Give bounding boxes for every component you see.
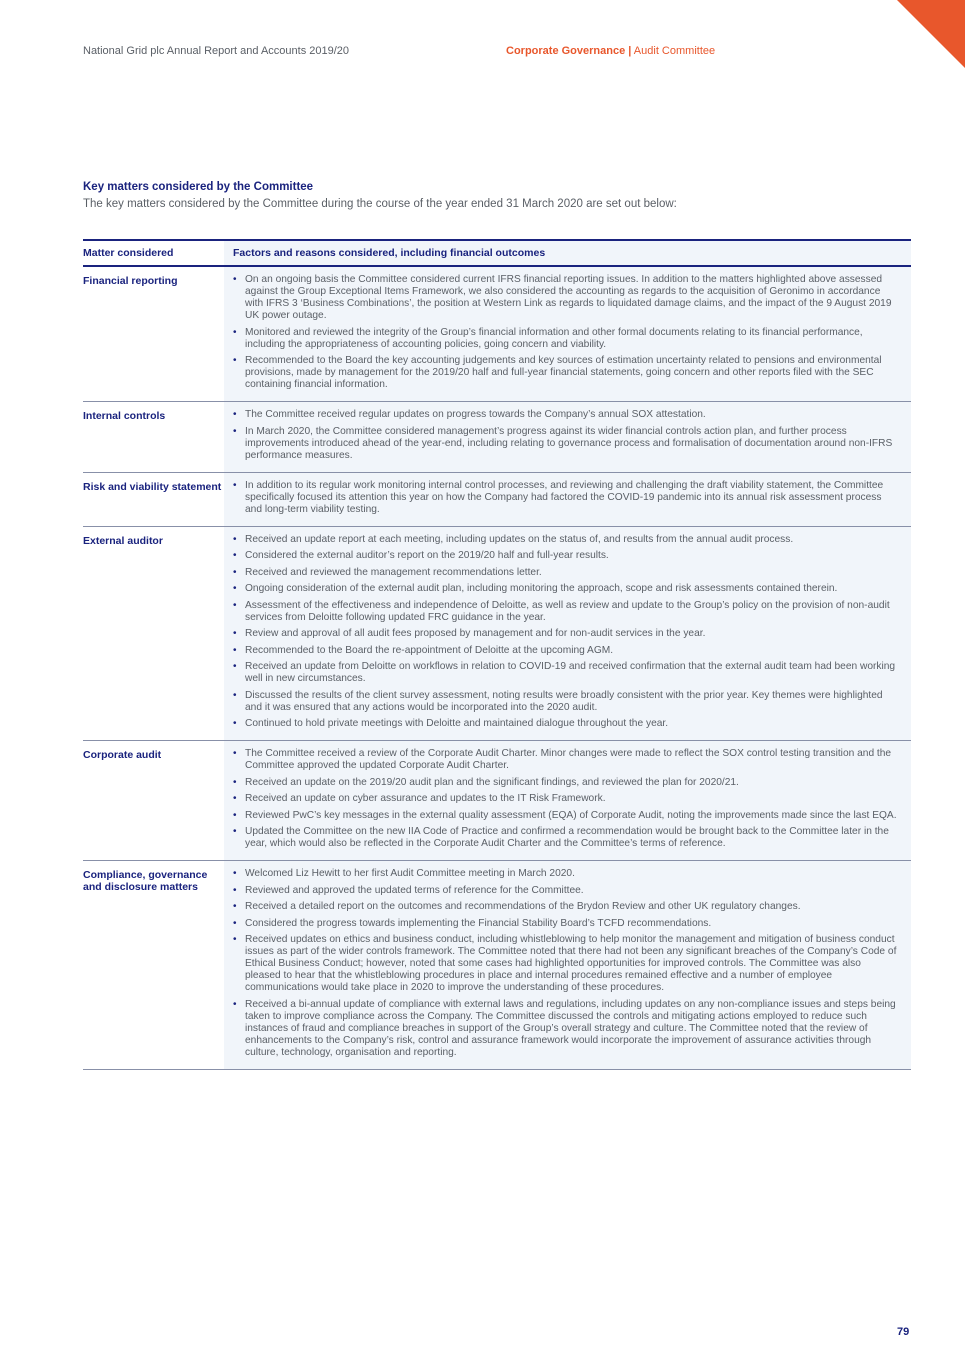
matter-label: Internal controls xyxy=(83,402,224,473)
list-item: • On an ongoing basis the Committee considered current IFRS financial reporting issues. In addition to the matters highlighted above assessed against the Group Exceptional Items Framework, we also considered the accounting as regards to the acquisition of Geronimo in accordance with IFRS 3 ‘Business Combinations’, the position at Western Link as regards to liquidated damage claims, and the impact of the 9 August 2019 UK power outage. xyxy=(233,274,897,322)
table-row xyxy=(83,266,911,402)
page-number: 79 xyxy=(897,1326,910,1338)
list-item: • In addition to its regular work monitoring internal control processes, and reviewing and challenging the draft viability statement, the Committee specifically focused its attention this year on how the Company had factored the COVID-19 pandemic into its annual risk assessment process and long-term viability testing. xyxy=(233,480,897,516)
list-item: • Considered the progress towards implementing the Financial Stability Board’s TCFD recommendations. xyxy=(233,918,897,930)
table-row xyxy=(83,472,911,526)
list-item: • Received an update report at each meeting, including updates on the status of, and results from the annual audit process. xyxy=(233,534,897,546)
list-item: • Continued to hold private meetings with Deloitte and maintained dialogue throughout the year. xyxy=(233,718,897,730)
list-item: • Reviewed and approved the updated terms of reference for the Committee. xyxy=(233,885,897,897)
column-header-matter: Matter considered xyxy=(83,240,224,266)
factors-cell xyxy=(224,266,911,402)
list-item: • Received a bi-annual update of compliance with external laws and regulations, including updates on any non-compliance issues and steps being taken to improve compliance across the Company. The Committee discussed the controls and mitigating actions employed to reduce such instances of fraud and compliance breaches in support of the Group’s overall strategy and culture. The Committee noted that the review of enhancements to the Company’s risk, control and assurance framework would incorporate the improvement of assurance activities through culture, technology, organisation and reporting. xyxy=(233,999,897,1059)
list-item: • Received an update from Deloitte on workflows in relation to COVID-19 and received confirmation that the external audit team had been working well in new circumstances. xyxy=(233,661,897,685)
matter-label: Compliance, governance and disclosure matters xyxy=(83,861,224,1070)
list-item: • Received an update on cyber assurance and updates to the IT Risk Framework. xyxy=(233,793,897,805)
table-row xyxy=(83,861,911,1070)
list-item: • In March 2020, the Committee considered management’s progress against its wider financial controls action plan, and further process improvements introduced ahead of the year-end, including relating to governance process and formalisation of documentation around non-IFRS performance measures. xyxy=(233,426,897,462)
bullet-list xyxy=(233,868,897,1059)
list-item: • Monitored and reviewed the integrity of the Group’s financial information and other formal documents relating to its financial performance, including the appropriateness of accounting policies, going concern and viability. xyxy=(233,327,897,351)
factors-cell xyxy=(224,741,911,861)
bullet-list xyxy=(233,534,897,731)
section-breadcrumb xyxy=(506,45,715,57)
bullet-list xyxy=(233,409,897,462)
table-header-row xyxy=(83,240,911,266)
section-title: Key matters considered by the Committee xyxy=(83,181,314,193)
list-item: • Received an update on the 2019/20 audit plan and the significant findings, and reviewed the plan for 2020/21. xyxy=(233,777,897,789)
list-item: • Ongoing consideration of the external audit plan, including monitoring the approach, scope and risk assessments contained therein. xyxy=(233,583,897,595)
matter-label: Risk and viability statement xyxy=(83,472,224,526)
list-item: • Received and reviewed the management recommendations letter. xyxy=(233,567,897,579)
bullet-list xyxy=(233,748,897,850)
list-item: • The Committee received regular updates on progress towards the Company’s annual SOX attestation. xyxy=(233,409,897,421)
bullet-list xyxy=(233,274,897,391)
key-matters-table xyxy=(83,239,911,1070)
breadcrumb-separator: | xyxy=(628,45,632,57)
report-title: National Grid plc Annual Report and Accounts 2019/20 xyxy=(83,45,350,57)
matter-label: External auditor xyxy=(83,526,224,741)
factors-cell xyxy=(224,472,911,526)
table-row xyxy=(83,741,911,861)
list-item: • Recommended to the Board the re-appointment of Deloitte at the upcoming AGM. xyxy=(233,645,897,657)
factors-cell xyxy=(224,526,911,741)
list-item: • Review and approval of all audit fees proposed by management and for non-audit services in the year. xyxy=(233,628,897,640)
list-item: • Received updates on ethics and business conduct, including whistleblowing to help monitor the management and mitigation of business conduct issues as part of the wider controls framework. The Committee noted that there had not been any significant breaches of the Company’s Code of Ethical Business Conduct; however, noted that some cases had highlighted opportunities for improved controls. The Committee was also pleased to hear that the whistleblowing procedures in place and internal procedures remained effective and a number of employee communications would take place in 2020 to improve the understanding of these procedures. xyxy=(233,934,897,994)
matter-label: Financial reporting xyxy=(83,266,224,402)
list-item: • Assessment of the effectiveness and independence of Deloitte, as well as review and update to the Group’s policy on the provision of non-audit services from Deloitte following updated FRC guidance in the year. xyxy=(233,600,897,624)
section-intro: The key matters considered by the Committee during the course of the year ended 31 March 2020 are set out below: xyxy=(83,198,677,210)
column-header-factors: Factors and reasons considered, including financial outcomes xyxy=(224,240,911,266)
list-item: • Recommended to the Board the key accounting judgements and key sources of estimation uncertainty related to pensions and environmental provisions, made by management for the 2019/20 half and full-year financial statements, going concern and other reports filed with the SEC containing financial information. xyxy=(233,355,897,391)
factors-cell xyxy=(224,861,911,1070)
table-row xyxy=(83,402,911,473)
breadcrumb-subsection: Audit Committee xyxy=(633,45,716,57)
breadcrumb-section: Corporate Governance xyxy=(506,45,626,57)
factors-cell xyxy=(224,402,911,473)
list-item: • Reviewed PwC’s key messages in the external quality assessment (EQA) of Corporate Audit, noting the improvements made since the last EQA. xyxy=(233,810,897,822)
list-item: • Welcomed Liz Hewitt to her first Audit Committee meeting in March 2020. xyxy=(233,868,897,880)
table-row xyxy=(83,526,911,741)
list-item: • Received a detailed report on the outcomes and recommendations of the Brydon Review and other UK regulatory changes. xyxy=(233,901,897,913)
list-item: • Updated the Committee on the new IIA Code of Practice and confirmed a recommendation would be brought back to the Committee later in the year, which would also be reflected in the Corporate Audit Charter and the Committee’s terms of reference. xyxy=(233,826,897,850)
bullet-list xyxy=(233,480,897,516)
list-item: • Discussed the results of the client survey assessment, noting results were broadly consistent with the prior year. Key themes were highlighted and it was ensured that any actions would be incorporated into the 2020 audit. xyxy=(233,690,897,714)
corner-accent-triangle xyxy=(897,0,965,68)
list-item: • Considered the external auditor’s report on the 2019/20 half and full-year results. xyxy=(233,550,897,562)
list-item: • The Committee received a review of the Corporate Audit Charter. Minor changes were made to reflect the SOX control testing transition and the Committee approved the updated Corporate Audit Charter. xyxy=(233,748,897,772)
matter-label: Corporate audit xyxy=(83,741,224,861)
